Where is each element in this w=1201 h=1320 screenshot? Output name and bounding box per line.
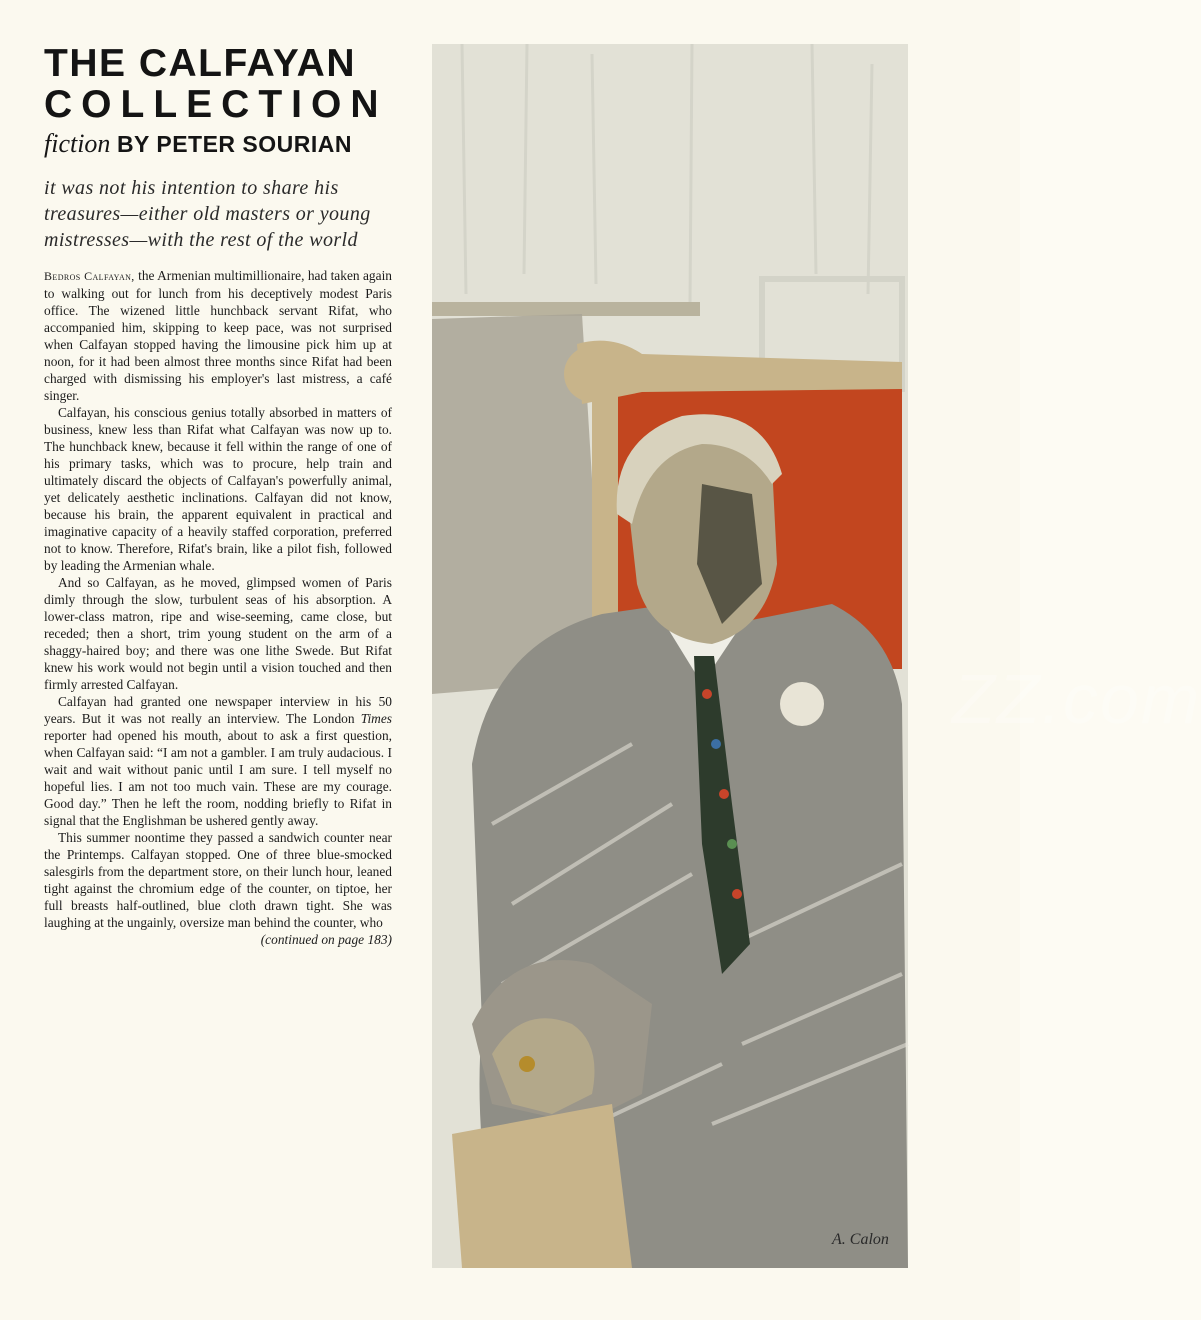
artist-signature: A. Calon xyxy=(832,1231,889,1248)
lead-in: Bedros Calfayan, xyxy=(44,268,135,283)
article-deck: it was not his intention to share his treasures—either old masters or young mistresses—with the rest of the world xyxy=(44,176,371,251)
article-column xyxy=(44,44,392,948)
paragraph-5 xyxy=(44,829,392,947)
byline xyxy=(44,130,392,159)
watermark: ZZ.com xyxy=(952,660,1201,738)
title-line-1: THE CALFAYAN xyxy=(44,42,357,85)
title-line-2: COLLECTION xyxy=(44,83,388,126)
boutonniere xyxy=(780,682,824,726)
paragraph-1 xyxy=(44,267,392,404)
byline-genre: fiction xyxy=(44,129,111,158)
portrait-painting xyxy=(432,44,908,1268)
paragraph-3: And so Calfayan, as he moved, glimpsed women of Paris dimly through the slow, turbulent seas of his absorption. A lower-class matron, ripe and wise-seeming, came close, but receded; then a short, trim young student on the arm of a shaggy-haired boy; and there was one lithe Swede. But Rifat knew his work would not begin until a vision touched and then firmly arrested Calfayan. xyxy=(44,574,392,692)
newspaper-name: Times xyxy=(360,710,392,726)
paragraph-4-text-b: reporter had opened his mouth, about to ask a first question, when Calfayan said: “I am not a gambler. I am truly audacious. I wait and wait without panic until I am sure. I tell myself no hopeful lies. I am not too much vain. These are my courage. Good day.” Then he left the room, nodding briefly to Rifat in signal that the Englishman be ushered gently away. xyxy=(44,727,392,828)
byline-author: BY PETER SOURIAN xyxy=(116,131,352,157)
paragraph-4 xyxy=(44,693,392,829)
portrait-illustration xyxy=(432,44,1201,1268)
continued-note: (continued on page 183) xyxy=(260,931,392,947)
article-body xyxy=(44,267,392,947)
article-title xyxy=(44,44,392,124)
gold-ring xyxy=(519,1056,535,1072)
paragraph-1-text: the Armenian multimillionaire, had taken again to walking out for lunch from his deceptively modest Paris office. The wizened little hunchback servant Rifat, who accompanied him, skipping to keep pace, was not surprised when Calfayan stopped having the limousine pick him up at noon, for it had been almost three months since Rifat had been charged with dismissing his employer's last mistress, a café singer. xyxy=(44,267,392,403)
frame-top-left xyxy=(432,302,700,316)
paragraph-5-text: This summer noontime they passed a sandwich counter near the Printemps. Calfayan stopped. One of three blue-smocked salesgirls from the department store, on their lunch hour, leaned tight against the chromium edge of the counter, on tiptoe, her full breasts half-outlined, blue cloth drawn tight. She was laughing at the ungainly, oversize man behind the counter, who xyxy=(44,829,392,930)
paragraph-4-text-a: Calfayan had granted one newspaper interview in his 50 years. But it was not really an interview. The London xyxy=(44,693,392,726)
paragraph-2: Calfayan, his conscious genius totally absorbed in matters of business, knew less than Rifat what Calfayan was now up to. The hunchback knew, because it fell within the range of one of his primary tasks, which was to procure, help train and ultimately discard the objects of Calfayan's powerfully animal, yet delicately aesthetic inclinations. Calfayan did not know, because his brain, the apparent equivalent in practical and imaginative capacity of a heavily staffed corporation, preferred not to know. Therefore, Rifat's brain, like a pilot fish, followed by leading the Armenian whale. xyxy=(44,404,392,573)
